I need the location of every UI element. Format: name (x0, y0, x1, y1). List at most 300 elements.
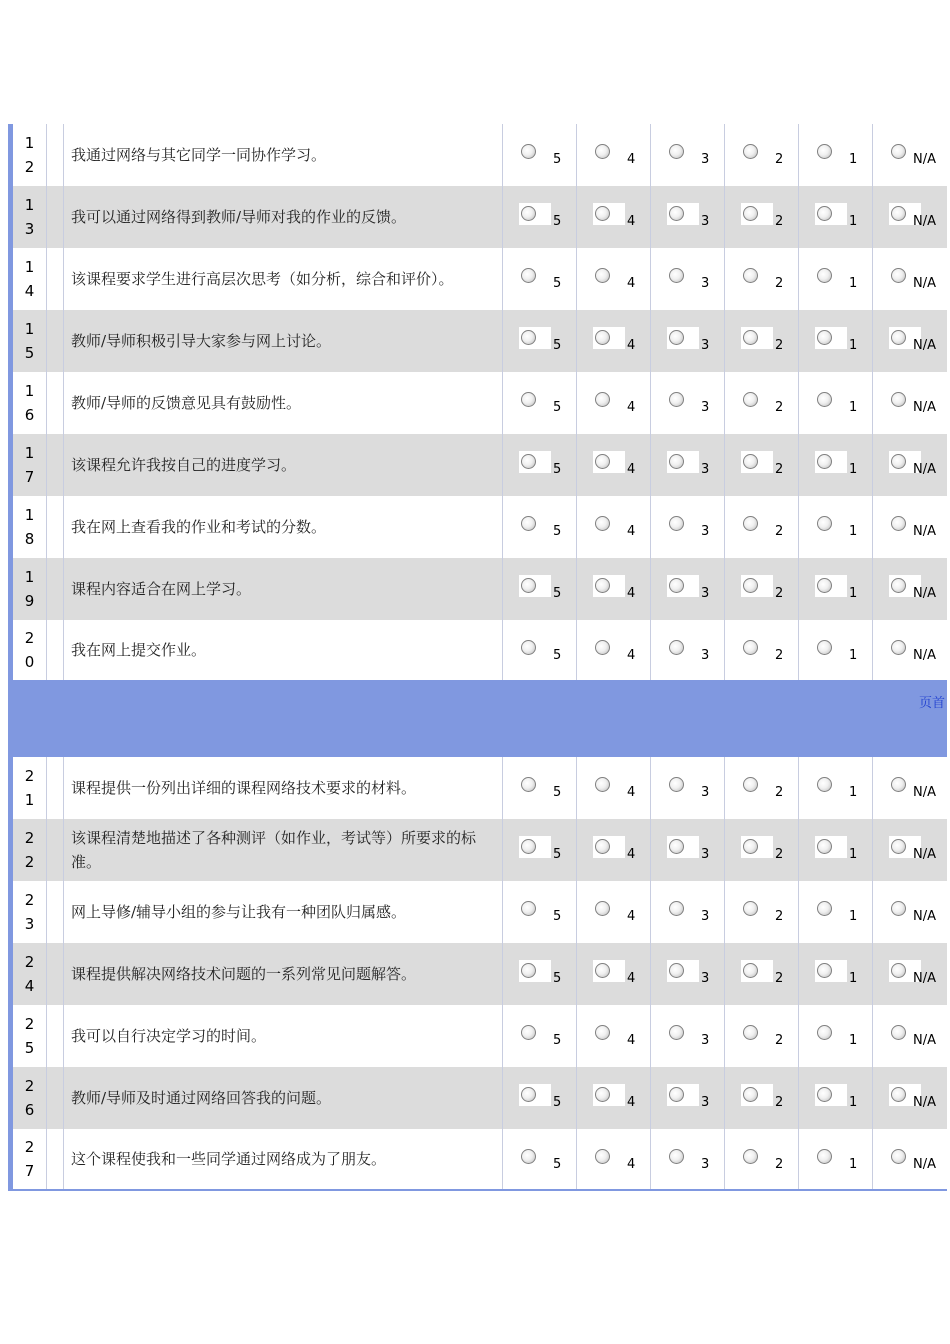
rating-radio-button[interactable] (743, 1087, 758, 1102)
rating-radio-button[interactable] (669, 777, 684, 792)
radio-background (815, 836, 847, 858)
rating-radio-button[interactable] (595, 330, 610, 345)
rating-radio-button[interactable] (891, 1149, 906, 1164)
rating-radio-button[interactable] (817, 839, 832, 854)
rating-radio-button[interactable] (521, 1025, 536, 1040)
rating-radio-button[interactable] (595, 1087, 610, 1102)
radio-background (593, 836, 625, 858)
rating-option-cell (725, 881, 799, 943)
rating-radio-button[interactable] (521, 330, 536, 345)
radio-background (519, 451, 551, 473)
rating-option-label: 2 (775, 648, 784, 663)
rating-option-cell (873, 248, 943, 310)
rating-radio-button[interactable] (521, 144, 536, 159)
rating-option-label: N/A (913, 276, 936, 291)
rating-radio-button[interactable] (521, 777, 536, 792)
rating-option-label: 3 (701, 214, 710, 229)
back-to-top-link[interactable]: 页首 (918, 696, 945, 711)
radio-background (667, 451, 699, 473)
rating-radio-button[interactable] (817, 330, 832, 345)
rating-radio-button[interactable] (595, 454, 610, 469)
rating-option-cell (503, 1067, 577, 1129)
rating-option-cell (577, 186, 651, 248)
rating-option-label: 5 (553, 462, 562, 477)
rating-option-cell (799, 757, 873, 819)
rating-radio-button[interactable] (595, 640, 610, 655)
rating-option-cell (503, 1129, 577, 1189)
question-number: 1 4 (13, 248, 47, 310)
rating-option-label: 5 (553, 214, 562, 229)
rating-option-label: N/A (913, 1033, 936, 1048)
rating-option-cell (503, 620, 577, 680)
rating-option-label: 5 (553, 524, 562, 539)
question-number: 1 2 (13, 124, 47, 186)
rating-option-label: 1 (849, 152, 858, 167)
radio-background (519, 836, 551, 858)
radio-background (519, 960, 551, 982)
rating-radio-button[interactable] (817, 206, 832, 221)
rating-radio-button[interactable] (669, 1025, 684, 1040)
radio-background (815, 960, 847, 982)
rating-option-label: 5 (553, 152, 562, 167)
radio-background (593, 203, 625, 225)
rating-option-label: 3 (701, 276, 710, 291)
rating-option-cell (799, 620, 873, 680)
rating-radio-button[interactable] (521, 268, 536, 283)
spacer-cell (47, 943, 64, 1005)
question-number: 1 8 (13, 496, 47, 558)
rating-option-cell (873, 757, 943, 819)
rating-option-cell (873, 1129, 943, 1189)
rating-option-label: 4 (627, 909, 636, 924)
rating-radio-button[interactable] (595, 839, 610, 854)
rating-option-cell (503, 310, 577, 372)
rating-radio-button[interactable] (817, 901, 832, 916)
question-text: 课程提供一份列出详细的课程网络技术要求的材料。 (64, 757, 503, 819)
rating-radio-button[interactable] (891, 392, 906, 407)
question-number: 2 5 (13, 1005, 47, 1067)
rating-option-cell (799, 310, 873, 372)
rating-option-label: N/A (913, 462, 936, 477)
rating-option-label: 1 (849, 214, 858, 229)
question-row (13, 124, 947, 186)
rating-option-label: 5 (553, 276, 562, 291)
rating-radio-button[interactable] (891, 1025, 906, 1040)
rating-radio-button[interactable] (521, 640, 536, 655)
rating-radio-button[interactable] (595, 516, 610, 531)
rating-option-cell (577, 434, 651, 496)
rating-radio-button[interactable] (743, 144, 758, 159)
rating-option-label: 1 (849, 338, 858, 353)
rating-option-label: N/A (913, 338, 936, 353)
rating-option-label: 2 (775, 400, 784, 415)
rating-option-label: 4 (627, 1095, 636, 1110)
rating-option-label: 1 (849, 400, 858, 415)
rating-radio-button[interactable] (743, 839, 758, 854)
rating-option-cell (799, 1129, 873, 1189)
rating-option-label: 4 (627, 276, 636, 291)
rating-radio-button[interactable] (743, 392, 758, 407)
rating-option-label: 4 (627, 847, 636, 862)
rating-option-cell (577, 819, 651, 881)
rating-radio-button[interactable] (891, 578, 906, 593)
rating-radio-button[interactable] (521, 963, 536, 978)
rating-option-cell (873, 310, 943, 372)
rating-option-cell (873, 1005, 943, 1067)
rating-radio-button[interactable] (817, 1087, 832, 1102)
rating-option-label: 3 (701, 648, 710, 663)
rating-option-cell (725, 819, 799, 881)
rating-radio-button[interactable] (891, 640, 906, 655)
rating-radio-button[interactable] (743, 578, 758, 593)
rating-option-cell (577, 1067, 651, 1129)
rating-option-cell (577, 124, 651, 186)
rating-option-label: N/A (913, 971, 936, 986)
question-row (13, 434, 947, 496)
rating-radio-button[interactable] (669, 963, 684, 978)
rating-option-cell (651, 881, 725, 943)
rating-radio-button[interactable] (595, 578, 610, 593)
rating-option-label: 2 (775, 586, 784, 601)
rating-option-cell (725, 943, 799, 1005)
rating-option-cell (725, 1005, 799, 1067)
rating-radio-button[interactable] (743, 206, 758, 221)
rating-option-label: 5 (553, 1157, 562, 1172)
rating-radio-button[interactable] (669, 578, 684, 593)
rating-radio-button[interactable] (669, 1087, 684, 1102)
rating-option-cell (651, 124, 725, 186)
rating-option-cell (873, 819, 943, 881)
rating-option-cell (577, 310, 651, 372)
rating-option-cell (799, 248, 873, 310)
rating-option-cell (503, 943, 577, 1005)
rating-option-cell (725, 620, 799, 680)
question-row (13, 757, 947, 819)
spacer-cell (47, 310, 64, 372)
radio-background (741, 451, 773, 473)
rating-radio-button[interactable] (817, 144, 832, 159)
question-text: 教师/导师的反馈意见具有鼓励性。 (64, 372, 503, 434)
rating-option-label: 4 (627, 785, 636, 800)
radio-background (667, 575, 699, 597)
rating-radio-button[interactable] (521, 839, 536, 854)
question-text: 网上导修/辅导小组的参与让我有一种团队归属感。 (64, 881, 503, 943)
rating-radio-button[interactable] (595, 901, 610, 916)
rating-option-label: 3 (701, 1033, 710, 1048)
rating-radio-button[interactable] (891, 839, 906, 854)
rating-radio-button[interactable] (817, 578, 832, 593)
rating-radio-button[interactable] (595, 392, 610, 407)
rating-radio-button[interactable] (817, 516, 832, 531)
rating-option-cell (577, 943, 651, 1005)
radio-background (519, 575, 551, 597)
rating-option-cell (725, 1129, 799, 1189)
rating-option-label: 4 (627, 524, 636, 539)
rating-option-label: N/A (913, 785, 936, 800)
radio-background (741, 575, 773, 597)
rating-option-cell (799, 496, 873, 558)
rating-radio-button[interactable] (595, 1025, 610, 1040)
rating-radio-button[interactable] (595, 268, 610, 283)
rating-option-cell (725, 558, 799, 620)
rating-radio-button[interactable] (743, 777, 758, 792)
rating-option-cell (799, 434, 873, 496)
rating-option-label: 1 (849, 1157, 858, 1172)
question-number: 2 1 (13, 757, 47, 819)
rating-option-label: 4 (627, 338, 636, 353)
question-row (13, 1005, 947, 1067)
radio-background (815, 327, 847, 349)
rating-option-cell (873, 372, 943, 434)
rating-option-cell (873, 881, 943, 943)
rating-option-label: N/A (913, 909, 936, 924)
question-row (13, 1129, 947, 1191)
rating-option-cell (651, 558, 725, 620)
rating-radio-button[interactable] (595, 777, 610, 792)
rating-radio-button[interactable] (595, 963, 610, 978)
rating-radio-button[interactable] (669, 268, 684, 283)
rating-option-label: 4 (627, 971, 636, 986)
radio-background (667, 1084, 699, 1106)
radio-background (519, 1084, 551, 1106)
rating-option-label: 5 (553, 971, 562, 986)
radio-background (815, 1084, 847, 1106)
rating-option-label: 5 (553, 847, 562, 862)
rating-option-label: 3 (701, 338, 710, 353)
rating-radio-button[interactable] (743, 901, 758, 916)
rating-option-label: N/A (913, 586, 936, 601)
question-text: 课程内容适合在网上学习。 (64, 558, 503, 620)
rating-option-cell (799, 124, 873, 186)
radio-background (593, 960, 625, 982)
rating-radio-button[interactable] (817, 454, 832, 469)
question-number: 1 7 (13, 434, 47, 496)
rating-radio-button[interactable] (521, 454, 536, 469)
question-row (13, 1067, 947, 1129)
rating-option-cell (725, 310, 799, 372)
rating-radio-button[interactable] (817, 392, 832, 407)
rating-option-label: 1 (849, 648, 858, 663)
radio-background (815, 451, 847, 473)
rating-radio-button[interactable] (891, 268, 906, 283)
rating-radio-button[interactable] (521, 206, 536, 221)
rating-option-label: 2 (775, 1095, 784, 1110)
rating-option-cell (651, 248, 725, 310)
rating-radio-button[interactable] (669, 330, 684, 345)
rating-radio-button[interactable] (743, 1149, 758, 1164)
rating-option-cell (577, 372, 651, 434)
rating-option-label: N/A (913, 847, 936, 862)
question-text: 我通过网络与其它同学一同协作学习。 (64, 124, 503, 186)
rating-radio-button[interactable] (521, 1087, 536, 1102)
radio-background (741, 1084, 773, 1106)
rating-option-cell (725, 1067, 799, 1129)
rating-radio-button[interactable] (521, 392, 536, 407)
rating-radio-button[interactable] (891, 206, 906, 221)
rating-option-cell (799, 881, 873, 943)
rating-radio-button[interactable] (743, 640, 758, 655)
rating-option-label: 3 (701, 400, 710, 415)
rating-option-label: 4 (627, 586, 636, 601)
rating-radio-button[interactable] (521, 516, 536, 531)
rating-option-cell (577, 496, 651, 558)
rating-radio-button[interactable] (521, 578, 536, 593)
rating-option-label: 2 (775, 152, 784, 167)
question-row (13, 248, 947, 310)
rating-radio-button[interactable] (817, 963, 832, 978)
rating-option-label: 3 (701, 909, 710, 924)
radio-background (519, 203, 551, 225)
rating-option-cell (503, 881, 577, 943)
rating-option-cell (503, 434, 577, 496)
rating-option-label: 5 (553, 1095, 562, 1110)
radio-background (519, 327, 551, 349)
spacer-cell (47, 1129, 64, 1189)
rating-option-cell (651, 186, 725, 248)
rating-radio-button[interactable] (595, 1149, 610, 1164)
rating-radio-button[interactable] (743, 454, 758, 469)
rating-option-label: 1 (849, 462, 858, 477)
rating-option-label: N/A (913, 214, 936, 229)
rating-radio-button[interactable] (743, 330, 758, 345)
question-number: 2 7 (13, 1129, 47, 1189)
question-text: 我可以通过网络得到教师/导师对我的作业的反馈。 (64, 186, 503, 248)
rating-option-cell (725, 248, 799, 310)
spacer-cell (47, 1005, 64, 1067)
rating-option-cell (577, 248, 651, 310)
question-number: 2 2 (13, 819, 47, 881)
rating-option-label: 2 (775, 338, 784, 353)
question-number: 1 9 (13, 558, 47, 620)
rating-option-cell (725, 372, 799, 434)
rating-option-cell (873, 558, 943, 620)
rating-option-label: 3 (701, 462, 710, 477)
rating-option-label: 3 (701, 847, 710, 862)
rating-option-label: 4 (627, 648, 636, 663)
rating-radio-button[interactable] (669, 144, 684, 159)
rating-radio-button[interactable] (891, 144, 906, 159)
rating-option-label: 3 (701, 1095, 710, 1110)
rating-radio-button[interactable] (669, 901, 684, 916)
rating-option-cell (873, 1067, 943, 1129)
rating-radio-button[interactable] (891, 1087, 906, 1102)
question-row (13, 496, 947, 558)
rating-option-label: 2 (775, 276, 784, 291)
question-row (13, 186, 947, 248)
rating-option-label: 5 (553, 909, 562, 924)
rating-option-label: N/A (913, 1095, 936, 1110)
survey-section-1 (13, 124, 947, 682)
rating-option-cell (577, 757, 651, 819)
rating-radio-button[interactable] (891, 454, 906, 469)
rating-radio-button[interactable] (743, 268, 758, 283)
rating-option-label: 3 (701, 971, 710, 986)
rating-option-label: 1 (849, 785, 858, 800)
rating-option-label: 5 (553, 338, 562, 353)
rating-radio-button[interactable] (891, 963, 906, 978)
rating-option-label: N/A (913, 524, 936, 539)
rating-radio-button[interactable] (891, 777, 906, 792)
rating-radio-button[interactable] (669, 206, 684, 221)
rating-radio-button[interactable] (891, 901, 906, 916)
rating-option-cell (799, 819, 873, 881)
question-row (13, 620, 947, 682)
rating-radio-button[interactable] (743, 963, 758, 978)
rating-radio-button[interactable] (521, 901, 536, 916)
rating-radio-button[interactable] (817, 1149, 832, 1164)
section-divider (13, 682, 947, 757)
radio-background (815, 575, 847, 597)
rating-option-label: 2 (775, 847, 784, 862)
rating-radio-button[interactable] (669, 640, 684, 655)
rating-option-cell (873, 943, 943, 1005)
rating-radio-button[interactable] (817, 640, 832, 655)
rating-radio-button[interactable] (669, 392, 684, 407)
rating-option-label: 3 (701, 524, 710, 539)
rating-radio-button[interactable] (891, 330, 906, 345)
rating-option-cell (799, 186, 873, 248)
radio-background (593, 575, 625, 597)
rating-option-label: 2 (775, 909, 784, 924)
rating-option-label: 4 (627, 462, 636, 477)
rating-option-label: 1 (849, 1033, 858, 1048)
rating-option-cell (873, 496, 943, 558)
rating-option-cell (873, 186, 943, 248)
rating-option-cell (651, 757, 725, 819)
question-row (13, 881, 947, 943)
spacer-cell (47, 1067, 64, 1129)
survey-section-2 (13, 757, 947, 1191)
rating-radio-button[interactable] (669, 454, 684, 469)
spacer-cell (47, 620, 64, 680)
question-text: 我在网上查看我的作业和考试的分数。 (64, 496, 503, 558)
rating-radio-button[interactable] (669, 1149, 684, 1164)
rating-option-cell (725, 757, 799, 819)
rating-option-cell (577, 558, 651, 620)
rating-option-label: 1 (849, 524, 858, 539)
rating-option-cell (799, 943, 873, 1005)
rating-radio-button[interactable] (669, 839, 684, 854)
rating-radio-button[interactable] (521, 1149, 536, 1164)
rating-option-cell (651, 819, 725, 881)
rating-radio-button[interactable] (817, 268, 832, 283)
rating-radio-button[interactable] (595, 206, 610, 221)
rating-radio-button[interactable] (595, 144, 610, 159)
rating-option-label: 5 (553, 400, 562, 415)
rating-option-label: 4 (627, 1157, 636, 1172)
rating-option-label: 1 (849, 1095, 858, 1110)
rating-radio-button[interactable] (817, 1025, 832, 1040)
question-row (13, 943, 947, 1005)
rating-option-cell (725, 434, 799, 496)
question-row (13, 372, 947, 434)
rating-radio-button[interactable] (743, 516, 758, 531)
rating-option-label: 5 (553, 1033, 562, 1048)
rating-option-cell (651, 620, 725, 680)
rating-option-label: 2 (775, 214, 784, 229)
rating-option-label: N/A (913, 648, 936, 663)
rating-radio-button[interactable] (669, 516, 684, 531)
radio-background (667, 327, 699, 349)
rating-option-cell (651, 1129, 725, 1189)
rating-option-cell (651, 310, 725, 372)
rating-option-cell (651, 372, 725, 434)
rating-radio-button[interactable] (891, 516, 906, 531)
radio-background (667, 203, 699, 225)
rating-option-label: 2 (775, 1033, 784, 1048)
rating-radio-button[interactable] (817, 777, 832, 792)
rating-radio-button[interactable] (743, 1025, 758, 1040)
